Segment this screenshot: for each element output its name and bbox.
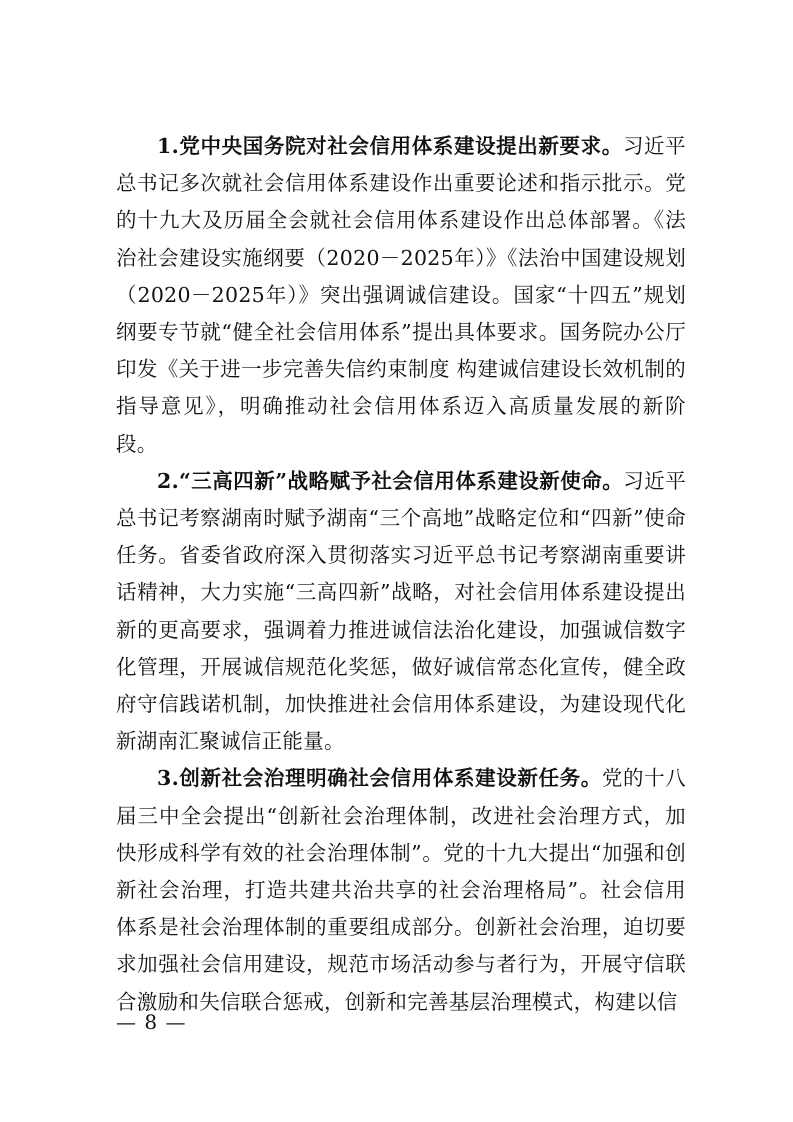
document-body — [116, 128, 686, 1021]
paragraph-1 — [116, 128, 686, 463]
paragraph-3-heading: 3.创新社会治理明确社会信用体系建设新任务。 — [157, 766, 602, 791]
paragraph-2 — [116, 463, 686, 761]
paragraph-2-heading: 2.“三高四新”战略赋予社会信用体系建设新使命。 — [157, 468, 624, 493]
paragraph-2-body: 习近平总书记考察湖南时赋予湖南“三个高地”战略定位和“四新”使命任务。省委省政府深入贯彻落实习近平总书记考察湖南重要讲话精神，大力实施“三高四新”战略，对社会信用体系建设提出新的更高要求，强调着力推进诚信法治化建设，加强诚信数字化管理，开展诚信规范化奖惩，做好诚信常态化宣传，健全政府守信践诺机制，加快推进社会信用体系建设，为建设现代化新湖南汇聚诚信正能量。 — [116, 468, 687, 754]
paragraph-1-body: 习近平总书记多次就社会信用体系建设作出重要论述和指示批示。党的十九大及历届全会就社会信用体系建设作出总体部署。《法治社会建设实施纲要（2020－2025年）》《法治中国建设规划（2020－2025年）》突出强调诚信建设。国家“十四五”规划纲要专节就“健全社会信用体系”提出具体要求。国务院办公厅印发《关于进一步完善失信约束制度 构建诚信建设长效机制的指导意见》，明确推动社会信用体系迈入高质量发展的新阶段。 — [116, 134, 686, 456]
paragraph-1-heading: 1.党中央国务院对社会信用体系建设提出新要求。 — [157, 134, 623, 158]
paragraph-3-body: 党的十八届三中全会提出“创新社会治理体制，改进社会治理方式，加快形成科学有效的社会治理体制”。党的十九大提出“加强和创新社会治理，打造共建共治共享的社会治理格局”。社会信用体系是社会治理体制的重要组成部分。创新社会治理，迫切要求加强社会信用建设，规范市场活动参与者行为，开展守信联合激励和失信联合惩戒，创新和完善基层治理模式，构建以信 — [116, 766, 687, 1014]
paragraph-3 — [116, 760, 686, 1020]
page-number: — 8 — — [116, 1010, 187, 1034]
